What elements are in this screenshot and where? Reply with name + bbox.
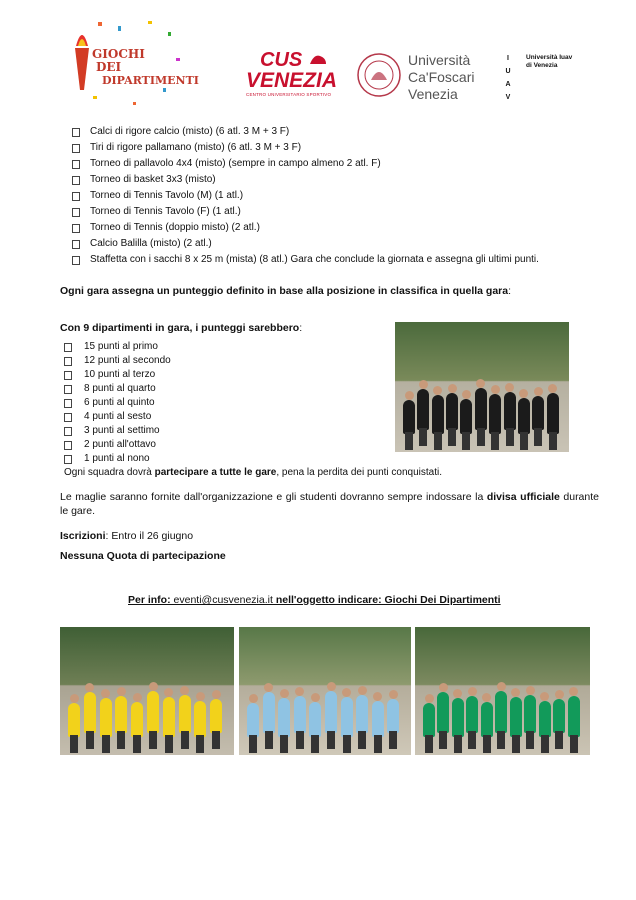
info-suffix: nell'oggetto indicare: Giochi Dei Dipartimenti xyxy=(272,594,501,606)
list-item: 3 punti al settimo xyxy=(84,425,160,436)
bullet-icon xyxy=(72,144,80,153)
person-head xyxy=(101,689,110,698)
shirts-after: durante le gare. xyxy=(60,491,599,517)
person-figure xyxy=(372,701,384,737)
team-photo-yellow xyxy=(60,627,234,755)
iscrizioni xyxy=(60,529,193,543)
lion-icon xyxy=(308,52,328,68)
person-figure xyxy=(341,697,353,737)
shirts-bold: divisa ufficiale xyxy=(486,491,560,503)
person-figure xyxy=(68,703,80,737)
person-legs xyxy=(541,735,549,753)
person-head xyxy=(342,688,351,697)
list-item: 4 punti al sesto xyxy=(84,411,152,422)
person-head xyxy=(482,693,491,702)
person-head xyxy=(511,688,520,697)
giochi-logo xyxy=(62,18,199,113)
person-figure xyxy=(84,692,96,733)
person-figure xyxy=(247,703,259,737)
bullet-icon xyxy=(72,128,80,137)
bullet-icon xyxy=(64,441,72,450)
participate-after: , pena la perdita dei punti conquistati. xyxy=(276,467,443,478)
person-head xyxy=(448,384,457,393)
person-legs xyxy=(70,735,78,753)
logo-line-3: DIPARTIMENTI xyxy=(102,74,199,87)
person-legs xyxy=(327,731,335,749)
person-head xyxy=(133,693,142,702)
person-figure xyxy=(423,703,435,737)
person-figure xyxy=(100,698,112,737)
person-figure xyxy=(495,691,507,733)
cafoscari-line2: Ca'Foscari xyxy=(408,69,475,85)
person-legs xyxy=(419,428,427,446)
person-figure xyxy=(532,396,544,430)
logo-line-1: GIOCHI xyxy=(92,47,145,61)
person-legs xyxy=(212,731,220,749)
person-figure xyxy=(466,696,478,733)
iuav-name: Università Iuav di Venezia xyxy=(526,54,573,69)
person-head xyxy=(519,389,528,398)
person-legs xyxy=(265,731,273,749)
bullet-icon xyxy=(64,343,72,352)
team-photo-black xyxy=(395,322,569,452)
bullet-icon xyxy=(64,427,72,436)
iuav-letter-a: A xyxy=(505,81,511,88)
participate-note xyxy=(64,467,442,478)
person-figure xyxy=(475,388,487,430)
quota-note: Nessuna Quota di partecipazione xyxy=(60,550,226,562)
person-figure xyxy=(446,393,458,430)
person-legs xyxy=(389,731,397,749)
person-legs xyxy=(296,731,304,749)
person-head xyxy=(548,384,557,393)
person-figure xyxy=(163,697,175,737)
person-legs xyxy=(374,735,382,753)
person-figure xyxy=(294,696,306,733)
bullet-icon xyxy=(64,357,72,366)
person-figure xyxy=(539,701,551,737)
iuav-logo xyxy=(504,52,584,107)
departments-intro-end: : xyxy=(299,322,303,334)
departments-intro xyxy=(60,321,302,335)
person-legs xyxy=(165,735,173,753)
person-head xyxy=(164,688,173,697)
person-figure xyxy=(481,702,493,737)
person-legs xyxy=(506,428,514,446)
person-legs xyxy=(454,735,462,753)
person-head xyxy=(295,687,304,696)
person-head xyxy=(453,689,462,698)
person-head xyxy=(85,683,94,692)
info-line xyxy=(128,594,501,606)
person-figure xyxy=(553,699,565,733)
person-legs xyxy=(311,735,319,753)
cus-logo-line1: CUS xyxy=(260,49,303,71)
person-legs xyxy=(462,432,470,450)
list-item: 12 punti al secondo xyxy=(84,355,171,366)
person-figure xyxy=(432,395,444,434)
person-head xyxy=(433,386,442,395)
person-figure xyxy=(518,398,530,434)
person-head xyxy=(569,687,578,696)
person-head xyxy=(491,385,500,394)
person-head xyxy=(264,683,273,692)
person-legs xyxy=(181,731,189,749)
person-head xyxy=(389,690,398,699)
person-head xyxy=(196,692,205,701)
person-figure xyxy=(263,692,275,733)
person-legs xyxy=(526,731,534,749)
person-legs xyxy=(570,735,578,753)
list-item: 15 punti al primo xyxy=(84,341,158,352)
person-head xyxy=(497,682,506,691)
shirts-before: Le maglie saranno fornite dall'organizzazione e gli studenti dovranno sempre indossare la xyxy=(60,491,487,503)
scoring-intro xyxy=(60,284,511,298)
person-figure xyxy=(309,702,321,737)
person-head xyxy=(476,379,485,388)
bullet-icon xyxy=(72,224,80,233)
person-legs xyxy=(358,731,366,749)
person-figure xyxy=(194,701,206,737)
list-item: Torneo di basket 3x3 (misto) xyxy=(90,174,216,185)
person-head xyxy=(505,383,514,392)
person-legs xyxy=(133,735,141,753)
bullet-icon xyxy=(64,413,72,422)
cus-logo-line2: VENEZIA xyxy=(246,69,338,92)
team-photo-lightblue xyxy=(239,627,411,755)
list-item: 2 punti all'ottavo xyxy=(84,439,156,450)
bullet-icon xyxy=(72,208,80,217)
person-head xyxy=(405,391,414,400)
person-legs xyxy=(117,731,125,749)
info-prefix: Per info: xyxy=(128,594,174,606)
person-figure xyxy=(147,691,159,733)
shirts-note xyxy=(60,490,599,518)
person-legs xyxy=(405,432,413,450)
list-item: Tiri di rigore pallamano (misto) (6 atl. 3 M + 3 F) xyxy=(90,142,302,153)
email-link[interactable]: eventi@cusvenezia.it xyxy=(173,594,273,606)
person-legs xyxy=(497,731,505,749)
person-legs xyxy=(196,735,204,753)
person-figure xyxy=(210,699,222,733)
list-item: 1 punti al nono xyxy=(84,453,150,464)
person-head xyxy=(555,690,564,699)
bullet-icon xyxy=(72,240,80,249)
person-legs xyxy=(534,428,542,446)
person-legs xyxy=(86,731,94,749)
list-item: Staffetta con i sacchi 8 x 25 m (mista) (8 atl.) Gara che conclude la giornata e assegna gli ultimi punti. xyxy=(90,254,539,265)
list-item: 6 punti al quinto xyxy=(84,397,155,408)
bullet-icon xyxy=(72,256,80,265)
bullet-icon xyxy=(64,399,72,408)
participate-bold: partecipare a tutte le gare xyxy=(154,467,277,478)
person-figure xyxy=(504,392,516,430)
person-figure xyxy=(437,692,449,733)
scoring-intro-bold: Ogni gara assegna un punteggio definito in base alla posizione in classifica in quella gara xyxy=(60,285,509,297)
person-head xyxy=(419,380,428,389)
person-figure xyxy=(568,696,580,737)
person-legs xyxy=(483,735,491,753)
departments-intro-bold: Con 9 dipartimenti in gara, i punteggi sarebbero xyxy=(60,322,300,334)
list-item: Torneo di Tennis (doppio misto) (2 atl.) xyxy=(90,222,260,233)
iuav-letter-i: I xyxy=(507,55,509,62)
iscrizioni-label: Iscrizioni xyxy=(60,530,106,542)
person-figure xyxy=(131,702,143,737)
person-head xyxy=(117,687,126,696)
person-head xyxy=(249,694,258,703)
person-head xyxy=(180,686,189,695)
person-head xyxy=(70,694,79,703)
person-figure xyxy=(510,697,522,737)
person-legs xyxy=(102,735,110,753)
person-figure xyxy=(547,393,559,434)
cus-logo-sub: CENTRO UNIVERSITARIO SPORTIVO xyxy=(246,92,332,97)
person-legs xyxy=(549,432,557,450)
team-photo-green xyxy=(415,627,590,755)
person-figure xyxy=(417,389,429,430)
person-head xyxy=(425,694,434,703)
cafoscari-wordmark xyxy=(408,52,474,103)
iuav-letter-v: V xyxy=(505,94,511,101)
person-legs xyxy=(448,428,456,446)
list-item: Torneo di Tennis Tavolo (F) (1 atl.) xyxy=(90,206,241,217)
bullet-icon xyxy=(72,176,80,185)
person-figure xyxy=(115,696,127,733)
person-head xyxy=(212,690,221,699)
cus-venezia-logo xyxy=(246,50,342,105)
bullet-icon xyxy=(64,455,72,464)
person-legs xyxy=(477,428,485,446)
person-head xyxy=(149,682,158,691)
logo-line-2: DEI xyxy=(96,60,122,74)
person-legs xyxy=(343,735,351,753)
person-head xyxy=(311,693,320,702)
list-item: Torneo di Tennis Tavolo (M) (1 atl.) xyxy=(90,190,244,201)
cafoscari-seal xyxy=(356,50,402,100)
iscrizioni-value: : Entro il 26 giugno xyxy=(105,530,194,542)
bullet-icon xyxy=(72,192,80,201)
list-item: Calcio Balilla (misto) (2 atl.) xyxy=(90,238,212,249)
cafoscari-line1: Università xyxy=(408,52,471,68)
list-item: 10 punti al terzo xyxy=(84,369,156,380)
bullet-icon xyxy=(72,160,80,169)
person-legs xyxy=(280,735,288,753)
person-legs xyxy=(491,432,499,450)
person-figure xyxy=(325,691,337,733)
person-head xyxy=(327,682,336,691)
person-figure xyxy=(524,695,536,733)
person-figure xyxy=(489,394,501,434)
person-head xyxy=(540,692,549,701)
person-head xyxy=(358,686,367,695)
person-figure xyxy=(387,699,399,733)
person-legs xyxy=(249,735,257,753)
person-figure xyxy=(179,695,191,733)
person-legs xyxy=(439,731,447,749)
bullet-icon xyxy=(64,385,72,394)
person-legs xyxy=(434,432,442,450)
person-figure xyxy=(452,698,464,737)
person-head xyxy=(462,390,471,399)
person-legs xyxy=(520,432,528,450)
person-head xyxy=(373,692,382,701)
person-head xyxy=(534,387,543,396)
person-legs xyxy=(425,735,433,753)
participate-before: Ogni squadra dovrà xyxy=(64,467,155,478)
cafoscari-line3: Venezia xyxy=(408,86,458,102)
seal-text xyxy=(356,50,357,51)
scoring-intro-end: : xyxy=(508,285,512,297)
person-legs xyxy=(468,731,476,749)
iuav-letter-u: U xyxy=(505,68,511,75)
person-legs xyxy=(149,731,157,749)
person-head xyxy=(439,683,448,692)
list-item: Calci di rigore calcio (misto) (6 atl. 3 M + 3 F) xyxy=(90,126,290,137)
person-head xyxy=(468,687,477,696)
bullet-icon xyxy=(64,371,72,380)
person-head xyxy=(280,689,289,698)
person-legs xyxy=(512,735,520,753)
list-item: 8 punti al quarto xyxy=(84,383,156,394)
person-figure xyxy=(356,695,368,733)
person-figure xyxy=(460,399,472,434)
person-legs xyxy=(555,731,563,749)
list-item: Torneo di pallavolo 4x4 (misto) (sempre in campo almeno 2 atl. F) xyxy=(90,158,381,169)
person-figure xyxy=(278,698,290,737)
person-head xyxy=(526,686,535,695)
person-figure xyxy=(403,400,415,434)
